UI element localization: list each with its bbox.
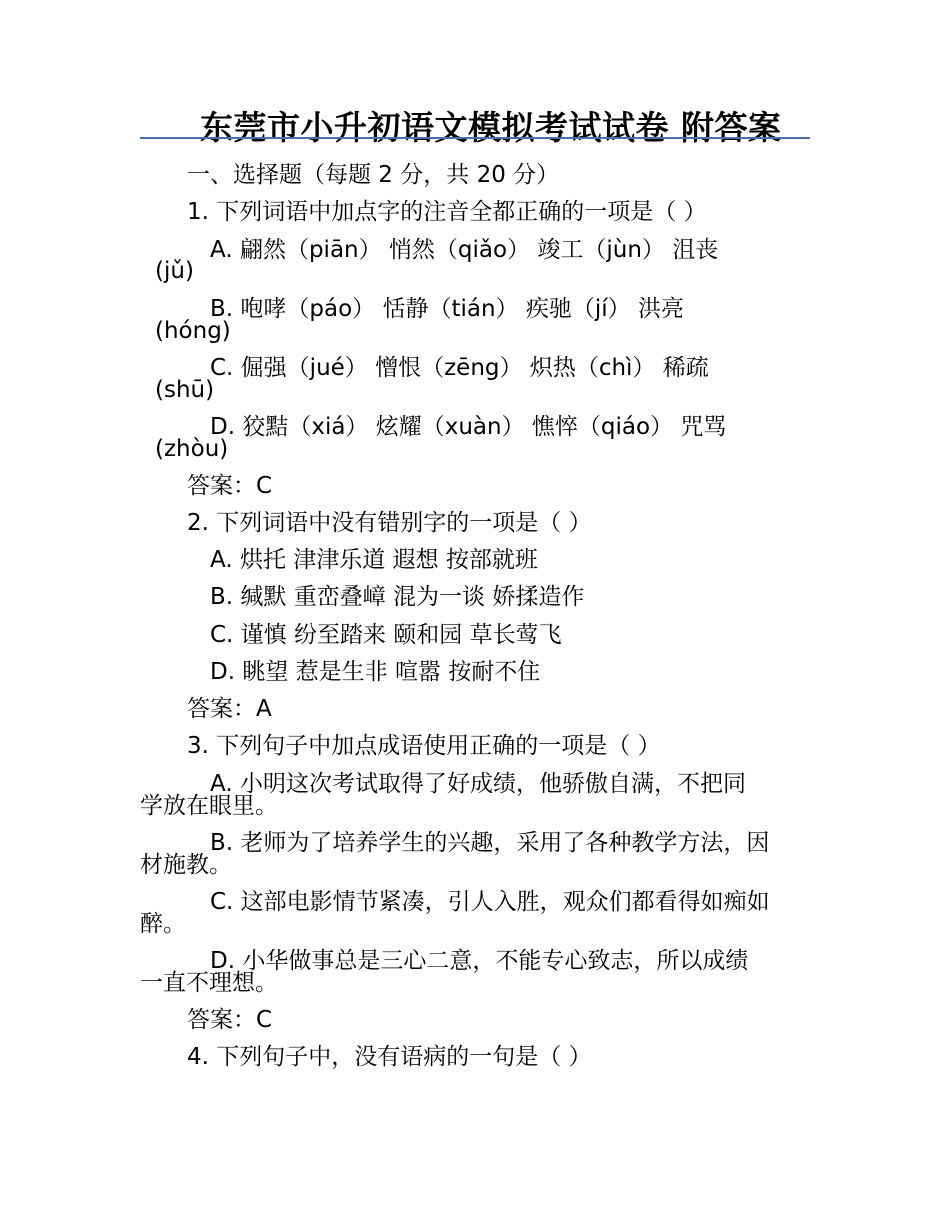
question-1-option-b: B. 咆哮（páo） 恬静（tián） 疾驰（jí） 洪亮 [210,296,684,322]
question-1-stem: 1. 下列词语中加点字的注音全都正确的一项是（ ） [187,199,707,225]
question-1-option-c: C. 倔强（jué） 憎恨（zēng） 炽热（chì） 稀疏 [210,355,709,381]
question-1-option-a: A. 翩然（piān） 悄然（qiǎo） 竣工（jùn） 沮丧 [210,237,719,263]
question-2-option-a: A. 烘托 津津乐道 遐想 按部就班 [210,547,538,573]
question-3-option-b-cont: 材施教。 [140,852,232,878]
question-1-answer: 答案：C [187,473,273,499]
question-3-option-b: B. 老师为了培养学生的兴趣，采用了各种教学方法，因 [210,830,770,856]
question-1-option-d-cont: (zhòu) [155,436,229,462]
question-3-option-c: C. 这部电影情节紧凑，引人入胜，观众们都看得如痴如 [210,889,770,915]
title-underline [140,137,810,139]
question-3-option-d: D. 小华做事总是三心二意，不能专心致志，所以成绩 [210,948,749,974]
question-1-option-b-cont: (hóng) [155,318,231,344]
section-heading: 一、选择题（每题 2 分，共 20 分） [187,162,560,188]
question-3-option-c-cont: 醉。 [140,911,186,937]
question-3-option-d-cont: 一直不理想。 [140,970,278,996]
question-4-stem: 4. 下列句子中，没有语病的一句是（ ） [187,1044,592,1070]
question-2-option-d: D. 眺望 惹是生非 喧嚣 按耐不住 [210,659,541,685]
question-2-stem: 2. 下列词语中没有错别字的一项是（ ） [187,510,592,536]
question-2-answer: 答案：A [187,696,272,722]
question-3-option-a-cont: 学放在眼里。 [140,793,278,819]
question-1-option-d: D. 狡黠（xiá） 炫耀（xuàn） 憔悴（qiáo） 咒骂 [210,414,727,440]
document-title: 东莞市小升初语文模拟考试试卷 附答案 [200,108,782,147]
question-1-option-a-cont: (jǔ) [155,258,194,284]
question-3-stem: 3. 下列句子中加点成语使用正确的一项是（ ） [187,733,661,759]
question-2-option-c: C. 谨慎 纷至踏来 颐和园 草长莺飞 [210,622,562,648]
question-1-option-c-cont: (shū) [155,377,215,403]
question-3-option-a: A. 小明这次考试取得了好成绩，他骄傲自满，不把同 [210,771,746,797]
question-3-answer: 答案：C [187,1007,273,1033]
question-2-option-b: B. 缄默 重峦叠嶂 混为一谈 娇揉造作 [210,584,585,610]
